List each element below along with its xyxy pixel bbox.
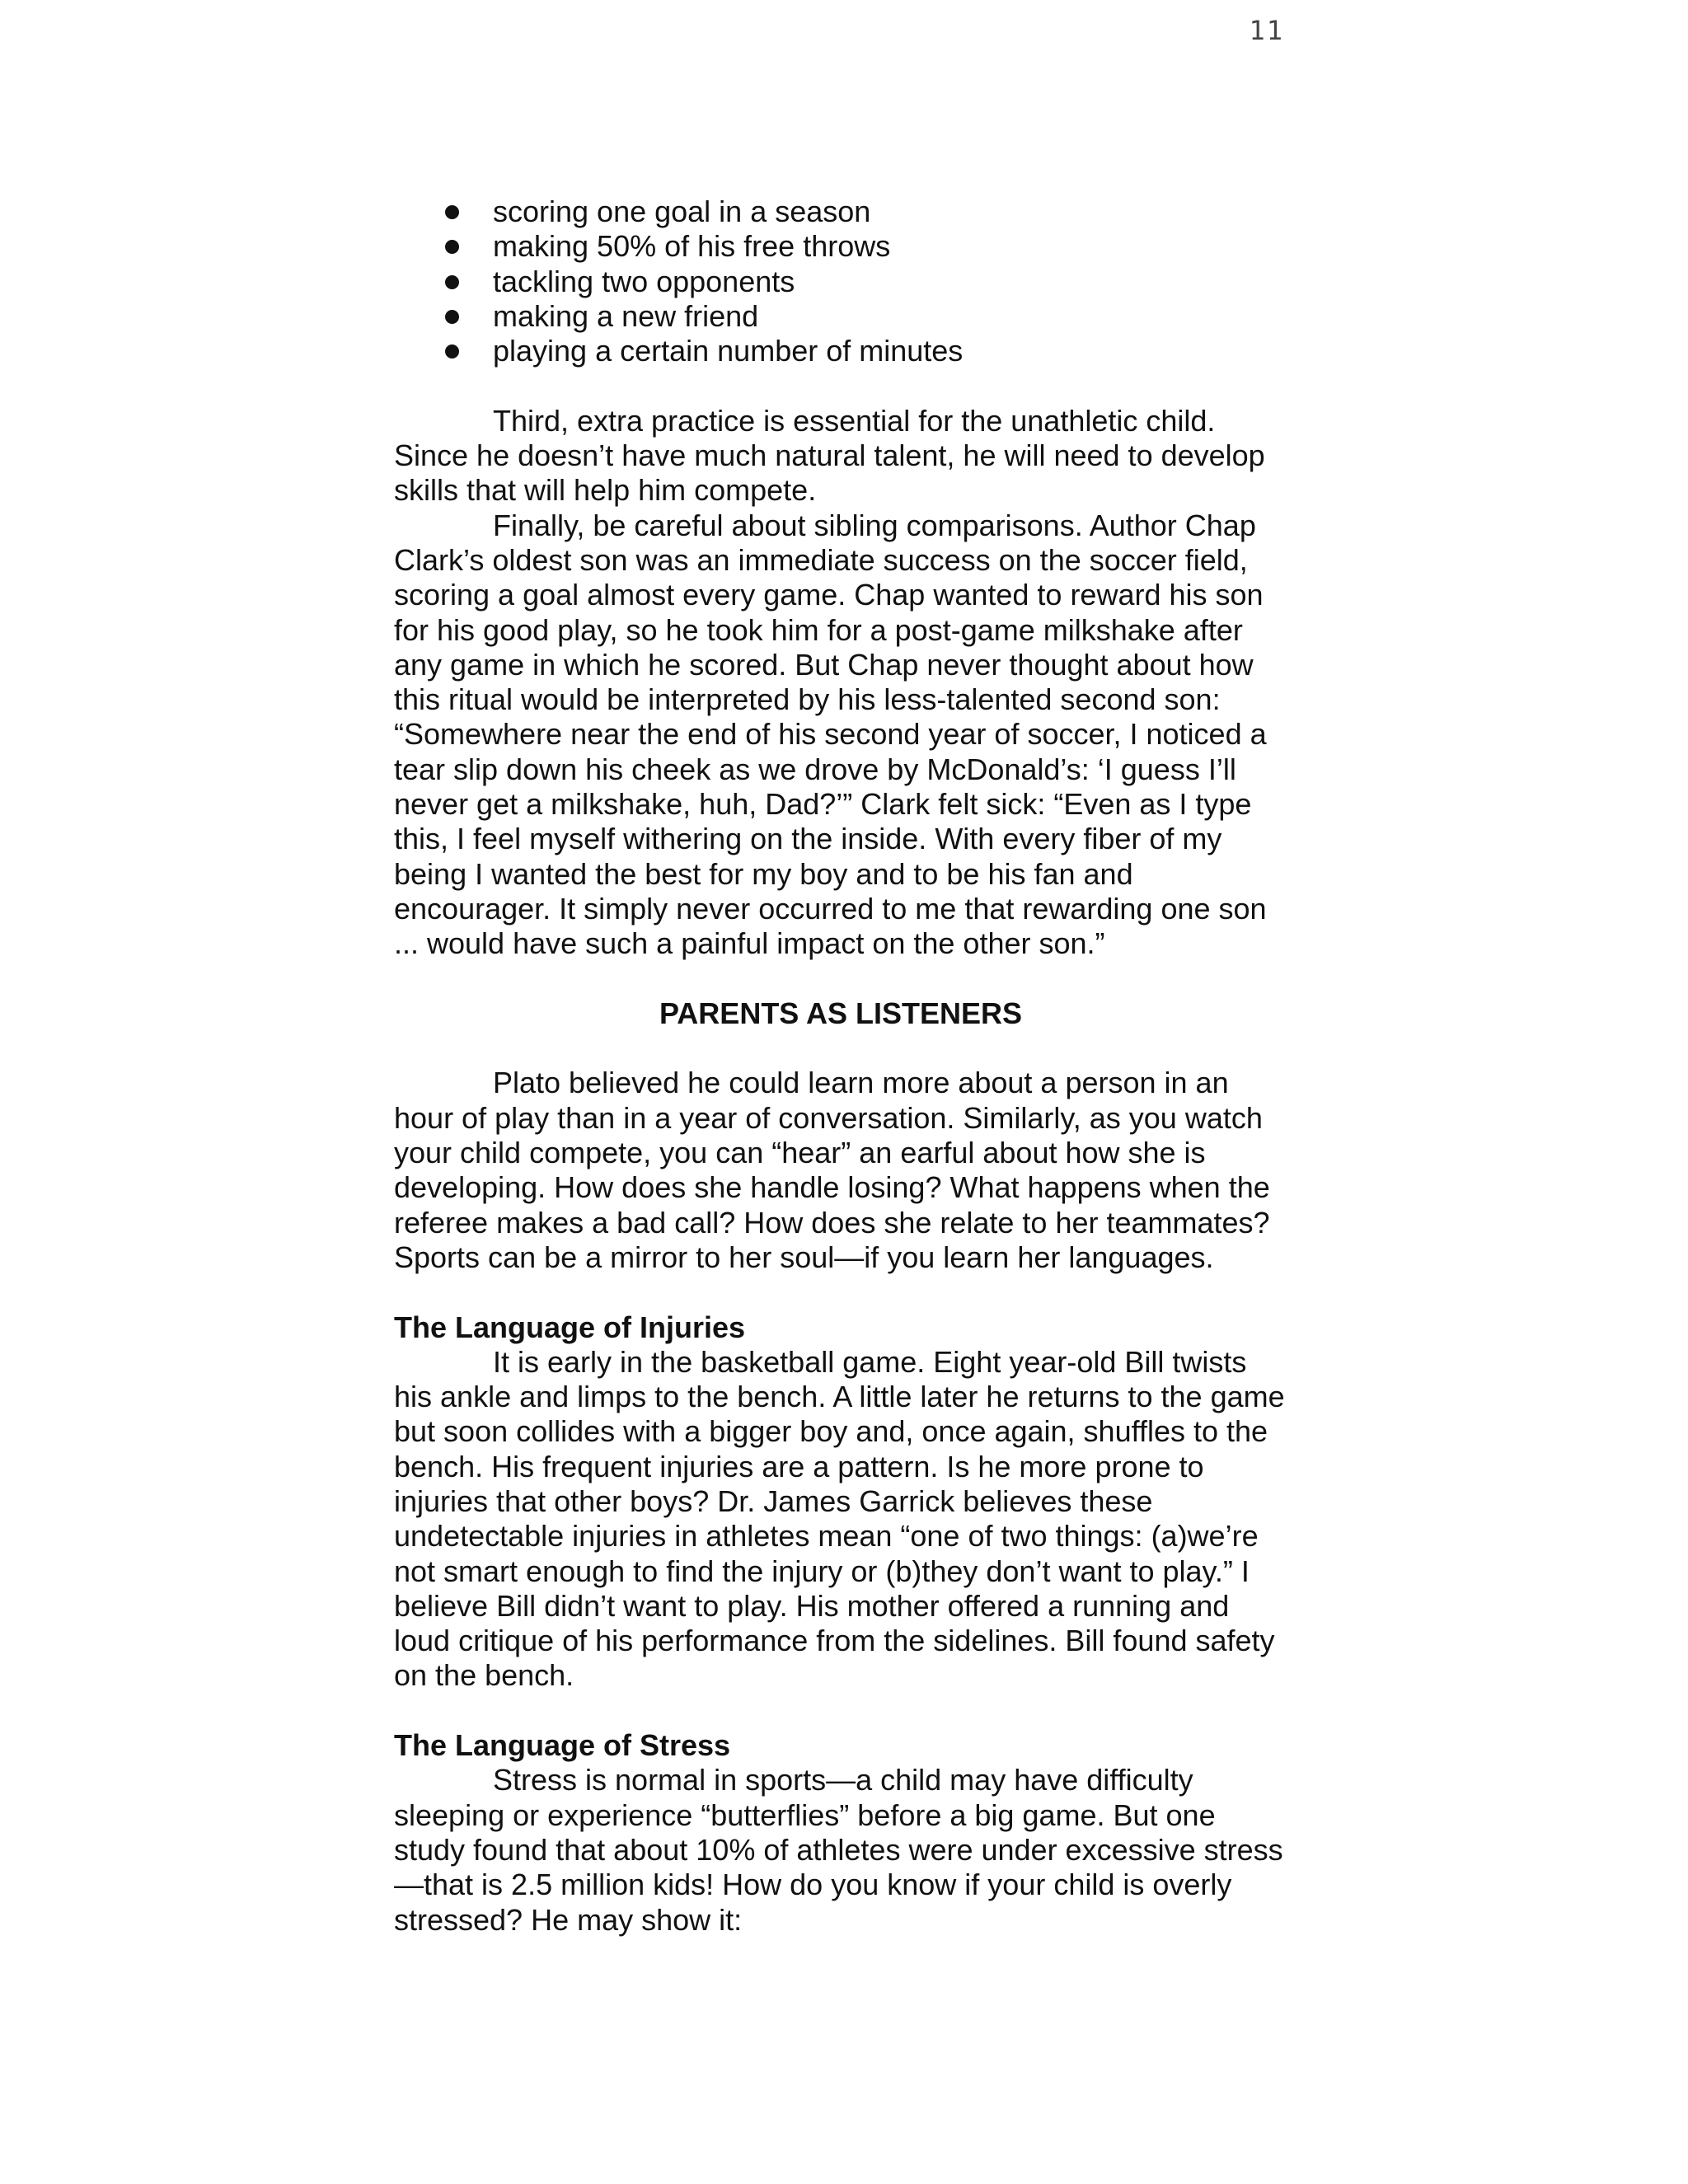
paragraph-finally: Finally, be careful about sibling comparisons. Author Chap Clark’s oldest son was an immediate success on the soccer field, scoring a goal almost every game. Chap wanted to reward his son for his good play, so he took him for a post-game milkshake after any game in which he scored. But Chap never thought about how this ritual would be interpreted by his less-talented second son: “Somewhere near the end of his second year of soccer, I noticed a tear slip down his cheek as we drove by McDonald’s: ‘I guess I’ll never get a milkshake, huh, Dad?’” Clark felt sick: “Even as I type this, I feel myself withering on the inside. With every fiber of my being I wanted the best for my boy and to be his fan and encourager. It simply never occurred to me that rewarding one son ... would have such a painful impact on the other son.” xyxy=(394,508,1267,961)
bullet-icon xyxy=(445,344,459,359)
subheading-stress: The Language of Stress xyxy=(394,1728,731,1763)
list-item xyxy=(394,334,1287,368)
list-item xyxy=(394,194,1287,229)
list-item xyxy=(394,229,1287,264)
bullet-icon xyxy=(445,240,459,254)
bullet-icon xyxy=(445,310,459,324)
list-item-text: making a new friend xyxy=(493,298,759,333)
list-item xyxy=(394,299,1287,334)
section-heading: PARENTS AS LISTENERS xyxy=(659,996,1023,1030)
bullet-icon xyxy=(445,275,459,289)
list-item-text: scoring one goal in a season xyxy=(493,194,871,228)
list-item-text: making 50% of his free throws xyxy=(493,229,891,264)
bullet-icon xyxy=(445,205,459,219)
list-item xyxy=(394,265,1287,299)
list-item-text: playing a certain number of minutes xyxy=(493,334,964,368)
document-body xyxy=(394,194,1287,1938)
subheading-injuries: The Language of Injuries xyxy=(394,1310,746,1344)
paragraph-third: Third, extra practice is essential for the unathletic child. Since he doesn’t have much natural talent, he will need to develop skills that will help him compete. xyxy=(394,403,1265,508)
paragraph-plato: Plato believed he could learn more about a person in an hour of play than in a year of conversation. Similarly, as you watch your child compete, you can “hear” an earful about how she is developing. How does she handle losing? What happens when the referee makes a bad call? How does she relate to her teammates? Sports can be a mirror to her soul—if you learn her languages. xyxy=(394,1066,1270,1274)
goal-bullet-list xyxy=(394,194,1287,368)
paragraph-injuries: It is early in the basketball game. Eight year-old Bill twists his ankle and limps to the bench. A little later he returns to the game but soon collides with a bigger boy and, once again, shuffles to the bench. His frequent injuries are a pattern. Is he more prone to injuries that other boys? Dr. James Garrick believes these undetectable injuries in athletes mean “one of two things: (a)we’re not smart enough to find the injury or (b)they don’t want to play.” I believe Bill didn’t want to play. His mother offered a running and loud critique of his performance from the sidelines. Bill found safety on the bench. xyxy=(394,1344,1285,1693)
list-item-text: tackling two opponents xyxy=(493,264,795,298)
paragraph-stress: Stress is normal in sports—a child may have difficulty sleeping or experience “butterflies” before a big game. But one study found that about 10% of athletes were under excessive stress—that is 2.5 million kids! How do you know if your child is overly stressed? He may show it: xyxy=(394,1763,1283,1937)
page-number: 11 xyxy=(1249,15,1284,46)
